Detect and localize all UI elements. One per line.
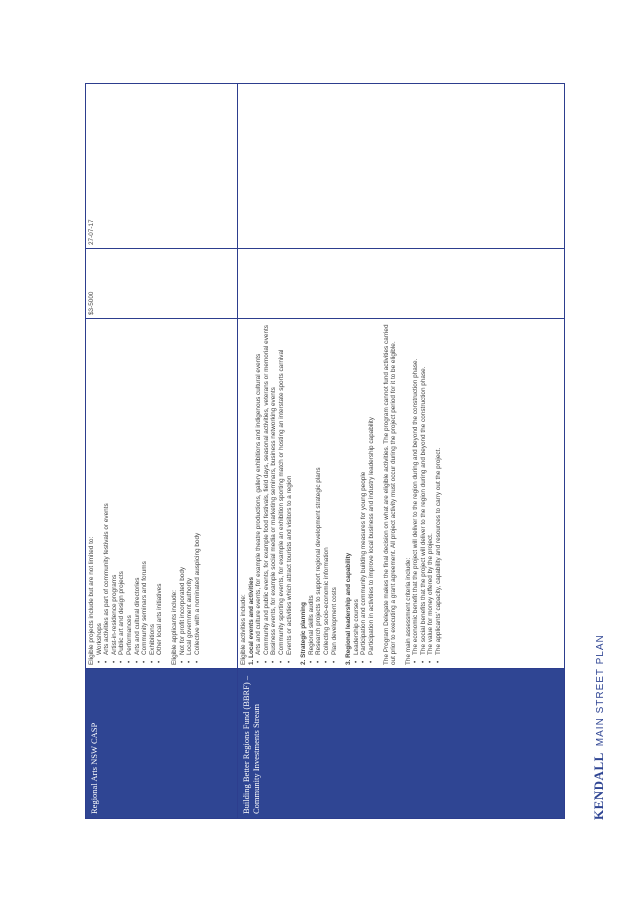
amount-cell: $3-5000 [86, 249, 238, 319]
section-list [353, 322, 376, 665]
program-name-cell: Regional Arts NSW CASP [86, 669, 238, 819]
section-list [308, 322, 338, 665]
list-item: • Public art and design projects [118, 322, 126, 655]
criteria-list [412, 322, 442, 665]
section-title: 1. Local events and activities [247, 576, 255, 665]
program-name-cell: Building Better Regions Fund (BBRF) – Community Investments Stream [238, 669, 565, 819]
list-item: • Plan development costs [331, 322, 339, 655]
document-subtitle: MAIN STREET PLAN [595, 634, 606, 747]
projects-intro: Eligible projects include but are not limited to: [88, 536, 95, 665]
list-item: • Community sporting events, for example an exhibition sporting match or hosting an interstate sports carnival [278, 322, 286, 655]
projects-list [96, 322, 164, 665]
section-title: 3. Regional leadership and capability [345, 552, 353, 665]
activities-intro: Eligible activities include: [240, 594, 247, 665]
amount-cell [238, 249, 565, 319]
list-item: • Events or activities which attract tourists and visitors to a region [286, 322, 294, 655]
list-item: • Business events, for example social media or marketing seminars, business networking events [270, 322, 278, 655]
list-item: • Workshops [96, 322, 104, 655]
list-item: • Performances [126, 322, 134, 655]
date-cell [238, 84, 565, 249]
program-details-cell [86, 319, 238, 669]
list-item: • Participation and community building measures for young people [360, 322, 368, 655]
table-row [238, 84, 565, 819]
list-item: • Research projects to support regional development strategic plans [315, 322, 323, 655]
list-item: • Collecting socio-economic information [323, 322, 331, 655]
list-item: • The applicants' capacity, capability and resources to carry out the project. [435, 322, 443, 655]
table-row [86, 84, 238, 819]
section-list [255, 322, 293, 665]
list-item: • The economic benefit that the project will deliver to the region during and beyond the construction phase. [412, 322, 420, 655]
applicants-list [179, 322, 202, 665]
list-item: • The value for money offered by the project. [427, 322, 435, 655]
list-item: • Community seminars and forums [141, 322, 149, 655]
list-item: • Not for profit incorporated body [179, 322, 187, 655]
list-item: • Other local arts initiatives [156, 322, 164, 655]
brand-logo-text: KENDALL [591, 752, 606, 820]
list-item: • Collective with a nominated auspicing body [194, 322, 202, 655]
list-item: • Arts and cultural directories [134, 322, 142, 655]
list-item: • Local government authority [186, 322, 194, 655]
list-item: • Arts activities as part of community festivals or events [103, 322, 111, 655]
program-details-cell [238, 319, 565, 669]
program-delegate-paragraph: The Program Delegate makes the final decision on what are eligible activities. The program cannot fund activities carried out prior to executing a grant agreement. All project activity must occur during the project period for it to be eligible. [382, 324, 398, 665]
list-item: • Regional skills audits [308, 322, 316, 655]
applicants-intro: Eligible applicants include: [170, 590, 178, 665]
list-item: • Exhibitions [149, 322, 157, 655]
list-item: • Arts and culture events, for example theatre productions, gallery exhibitions and indigenous cultural events [255, 322, 263, 655]
list-item: • The social benefits that the project will deliver to the region during and beyond the construction phase. [420, 322, 428, 655]
funding-table [85, 83, 565, 819]
rotated-page-content [85, 84, 565, 819]
list-item: • Community and public events, for example food festivals, field days, seasonal activities, veterans or memorial events [263, 322, 271, 655]
section-title: 2. Strategic planning [300, 602, 308, 665]
criteria-intro: The main assessment criteria include: [404, 557, 412, 665]
page-footer [590, 634, 608, 820]
list-item: • Leadership courses [353, 322, 361, 655]
list-item: • Participation in activities to improve local business and industry leadership capability [368, 322, 376, 655]
date-cell: 27-07-17 [86, 84, 238, 249]
list-item: • Artist-in-residence programs [111, 322, 119, 655]
